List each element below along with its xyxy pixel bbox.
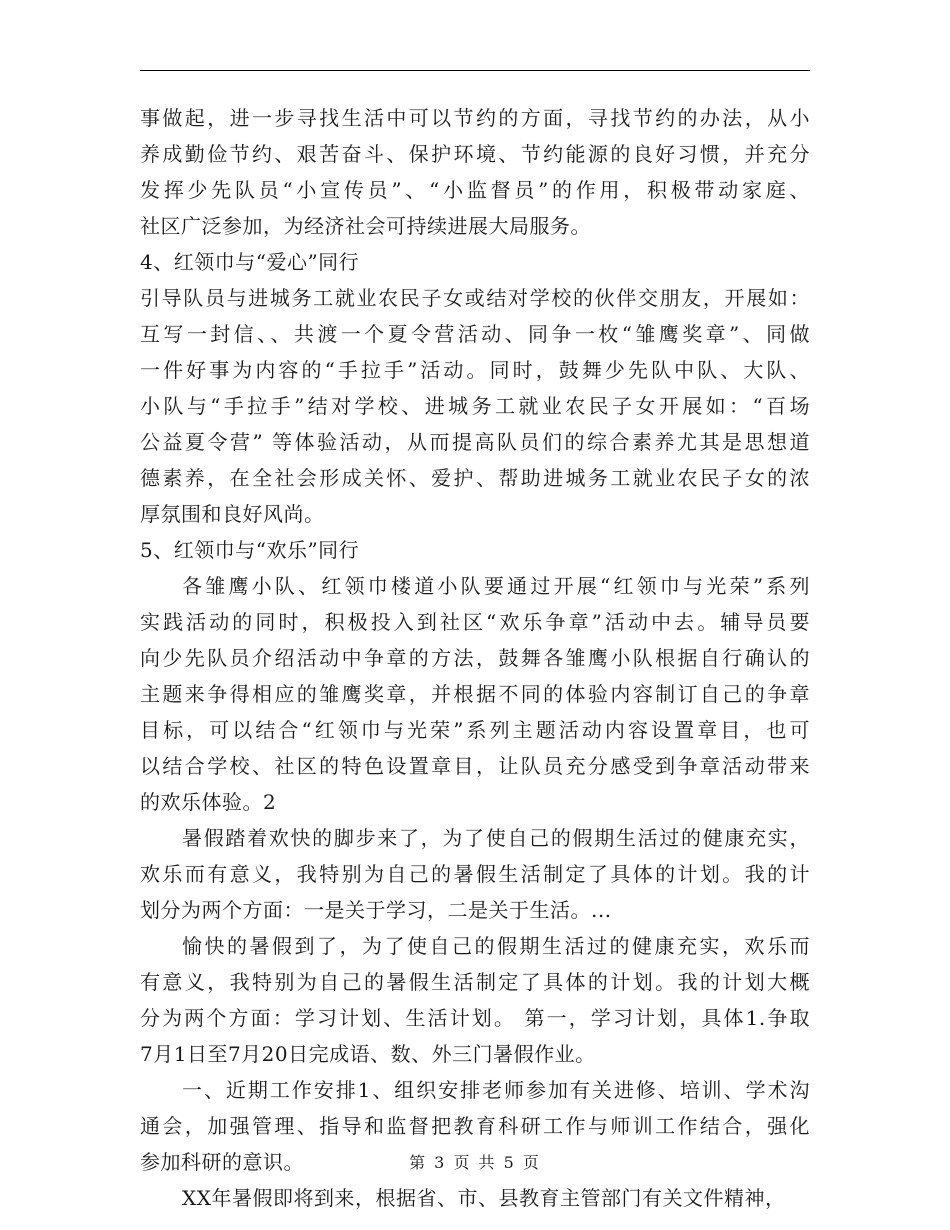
paragraph-line: 主题来争得相应的雏鹰奖章，并根据不同的体验内容制订自己的争章 bbox=[140, 682, 810, 706]
paragraph-line: 有意义，我特别为自己的暑假生活制定了具体的计划。我的计划大概 bbox=[140, 970, 810, 994]
paragraph-line: 厚氛围和良好风尚。 bbox=[140, 502, 325, 526]
section-heading: 4、红领巾与“爱心”同行 bbox=[140, 250, 360, 274]
paragraph-line: 互写一封信、、共渡一个夏令营活动、同争一枚“雏鹰奖章”、同做 bbox=[140, 322, 810, 346]
paragraph-line: 划分为两个方面：一是关于学习，二是关于生活。... bbox=[140, 898, 612, 922]
paragraph-line: 引导队员与进城务工就业农民子女或结对学校的伙伴交朋友，开展如： bbox=[140, 286, 810, 310]
paragraph-line: 事做起，进一步寻找生活中可以节约的方面，寻找节约的办法，从小 bbox=[140, 106, 810, 130]
paragraph-line: 德素养，在全社会形成关怀、爱护、帮助进城务工就业农民子女的浓 bbox=[140, 466, 810, 490]
paragraph-line: 欢乐而有意义，我特别为自己的暑假生活制定了具体的计划。我的计 bbox=[140, 862, 810, 886]
paragraph-line: 目标，可以结合“红领巾与光荣”系列主题活动内容设置章目，也可 bbox=[140, 718, 810, 742]
paragraph-line: 以结合学校、社区的特色设置章目，让队员充分感受到争章活动带来 bbox=[140, 754, 810, 778]
paragraph-line: 通会，加强管理、指导和监督把教育科研工作与师训工作结合，强化 bbox=[140, 1114, 810, 1138]
paragraph-line: 社区广泛参加，为经济社会可持续进展大局服务。 bbox=[140, 214, 591, 238]
paragraph-line: 公益夏令营” 等体验活动，从而提高队员们的综合素养尤其是思想道 bbox=[140, 430, 810, 454]
paragraph-line: 的欢乐体验。2 bbox=[140, 790, 277, 814]
paragraph-line: 一件好事为内容的“手拉手”活动。同时，鼓舞少先队中队、大队、 bbox=[140, 358, 810, 382]
document-body bbox=[140, 100, 810, 1216]
paragraph-line: 实践活动的同时，积极投入到社区“欢乐争章”活动中去。辅导员要 bbox=[140, 610, 810, 634]
paragraph-line: 愉快的暑假到了，为了使自己的假期生活过的健康充实，欢乐而 bbox=[182, 934, 810, 958]
paragraph-line: XX年暑假即将到来，根据省、市、县教育主管部门有关文件精神， bbox=[182, 1186, 786, 1210]
paragraph-line: 各雏鹰小队、红领巾楼道小队要通过开展“红领巾与光荣”系列 bbox=[182, 574, 810, 598]
paragraph-line: 一、近期工作安排1、组织安排老师参加有关进修、培训、学术沟 bbox=[182, 1078, 810, 1102]
paragraph-line: 小队与“手拉手”结对学校、进城务工就业农民子女开展如：“百场 bbox=[140, 394, 810, 418]
paragraph-line: 向少先队员介绍活动中争章的方法，鼓舞各雏鹰小队根据自行确认的 bbox=[140, 646, 810, 670]
header-rule bbox=[140, 70, 810, 71]
paragraph-line: 参加科研的意识。 bbox=[140, 1150, 304, 1174]
paragraph-line: 暑假踏着欢快的脚步来了，为了使自己的假期生活过的健康充实， bbox=[182, 826, 810, 850]
paragraph-line: 分为两个方面：学习计划、生活计划。 第一，学习计划，具体1.争取 bbox=[140, 1006, 810, 1030]
paragraph-line: 发挥少先队员“小宣传员”、“小监督员”的作用，积极带动家庭、 bbox=[140, 178, 810, 202]
paragraph-line: 7月1日至7月20日完成语、数、外三门暑假作业。 bbox=[140, 1042, 596, 1066]
paragraph-line: 养成勤俭节约、艰苦奋斗、保护环境、节约能源的良好习惯，并充分 bbox=[140, 142, 810, 166]
section-heading: 5、红领巾与“欢乐”同行 bbox=[140, 538, 360, 562]
page-number: 第 3 页 共 5 页 bbox=[409, 1153, 541, 1172]
